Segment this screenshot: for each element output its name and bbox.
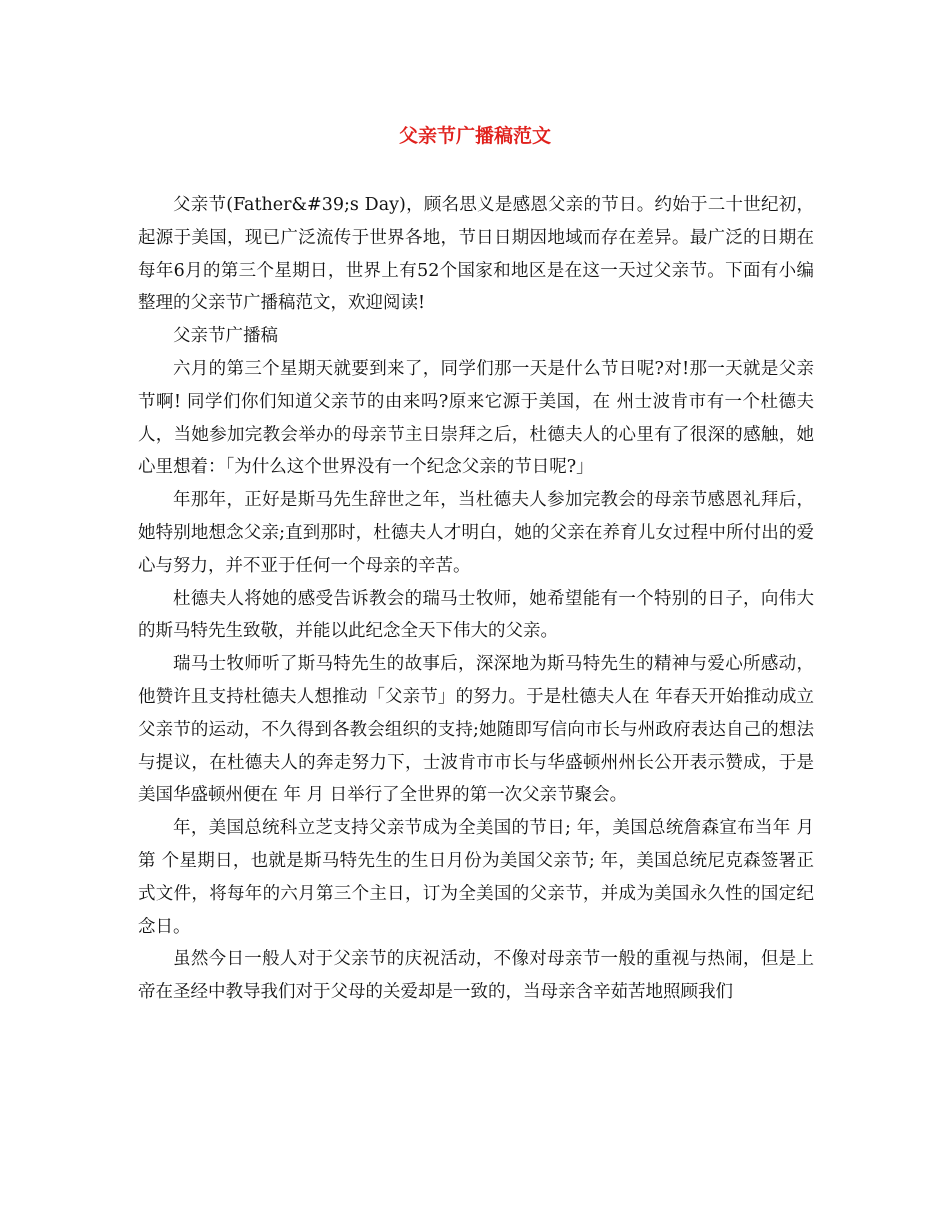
document-body (138, 189, 814, 1009)
paragraph: 父亲节(Father&#39;s Day)，顾名思义是感恩父亲的节日。约始于二十世纪初，起源于美国，现已广泛流传于世界各地，节日日期因地域而存在差异。最广泛的日期在每年6月的第三个星期日，世界上有52个国家和地区是在这一天过父亲节。下面有小编整理的父亲节广播稿范文，欢迎阅读! (138, 195, 814, 314)
paragraph: 虽然今日一般人对于父亲节的庆祝活动，不像对母亲节一般的重视与热闹，但是上帝在圣经中教导我们对于父母的关爱却是一致的，当母亲含辛茹苦地照顾我们 (138, 949, 814, 1003)
paragraph: 年，美国总统科立芝支持父亲节成为全美国的节日; 年，美国总统詹森宣布当年 月第 个星期日，也就是斯马特先生的生日月份为美国父亲节; 年，美国总统尼克森签署正式文件，将每年的六月第三个主日，订为全美国的父亲节，并成为美国永久性的国定纪念日。 (138, 818, 814, 937)
document-title: 父亲节广播稿范文 (398, 125, 551, 147)
paragraph: 杜德夫人将她的感受告诉教会的瑞马士牧师，她希望能有一个特别的日子，向伟大的斯马特先生致敬，并能以此纪念全天下伟大的父亲。 (138, 588, 814, 642)
paragraph: 六月的第三个星期天就要到来了，同学们那一天是什么节日呢?对!那一天就是父亲节啊! 同学们你们知道父亲节的由来吗?原来它源于美国，在 州士波肯市有一个杜德夫人，当她参加完教会举办的母亲节主日崇拜之后，杜德夫人的心里有了很深的感触，她心里想着：「为什么这个世界没有一个纪念父亲的节日呢?」 (138, 358, 814, 478)
paragraph: 瑞马士牧师听了斯马特先生的故事后，深深地为斯马特先生的精神与爱心所感动，他赞许且支持杜德夫人想推动「父亲节」的努力。于是杜德夫人在 年春天开始推动成立父亲节的运动，不久得到各教会组织的支持;她随即写信向市长与州政府表达自己的想法与提议，在杜德夫人的奔走努力下，士波肯市市长与华盛顿州州长公开表示赞成，于是美国华盛顿州便在 年 月 日举行了全世界的第一次父亲节聚会。 (138, 654, 814, 806)
paragraph: 年那年，正好是斯马先生辞世之年，当杜德夫人参加完教会的母亲节感恩礼拜后，她特别地想念父亲;直到那时，杜德夫人才明白，她的父亲在养育儿女过程中所付出的爱心与努力，并不亚于任何一个母亲的辛苦。 (138, 490, 814, 576)
paragraph: 父亲节广播稿 (173, 326, 278, 347)
